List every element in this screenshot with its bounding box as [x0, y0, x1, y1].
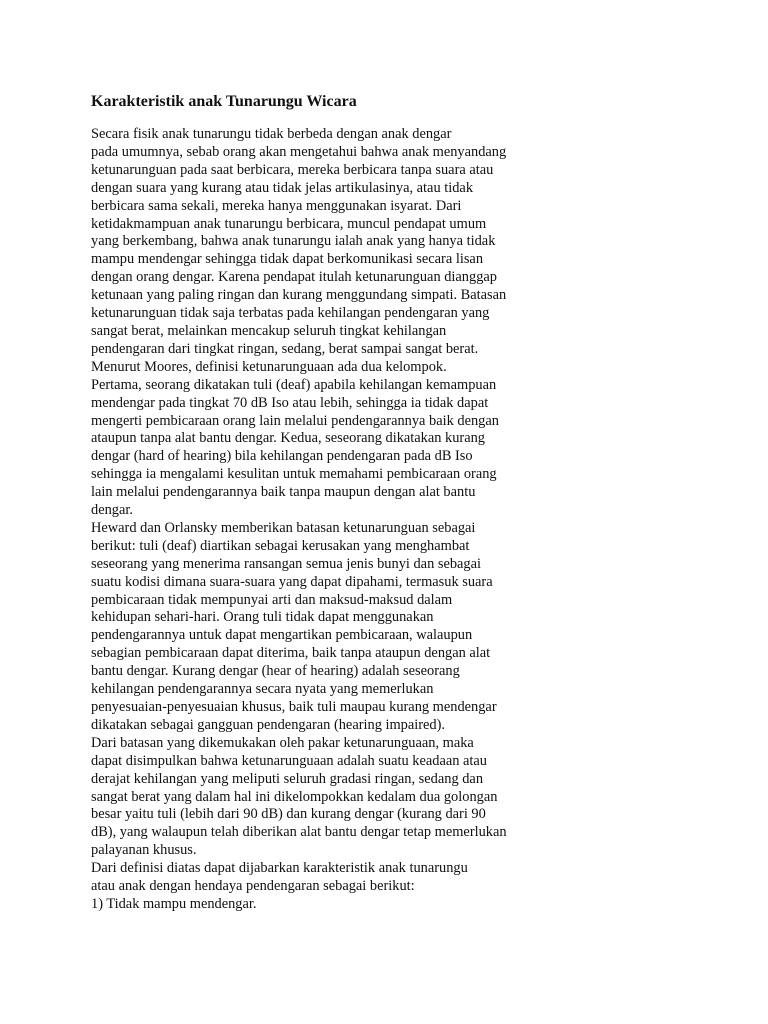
body-text-line: seseorang yang menerima ransangan semua jenis bunyi dan sebagai	[91, 555, 482, 572]
body-text-line: ataupun tanpa alat bantu dengar. Kedua, seseorang dikatakan kurang	[91, 430, 485, 447]
body-text-line: palayanan khusus.	[91, 842, 197, 859]
body-text-line: dengar.	[91, 502, 133, 519]
document-page	[91, 92, 551, 914]
body-text-line: dengar (hard of hearing) bila kehilangan pendengaran pada dB Iso	[91, 448, 473, 465]
body-text-line: dB), yang walaupun telah diberikan alat bantu dengar tetap memerlukan	[91, 824, 507, 841]
body-text-line: Secara fisik anak tunarungu tidak berbeda dengan anak dengar	[91, 126, 452, 142]
body-text-line: Menurut Moores, definisi ketunarunguaan ada dua kelompok.	[91, 358, 447, 375]
body-text-line: dengan suara yang kurang atau tidak jelas artikulasinya, atau tidak	[91, 179, 474, 196]
body-text-line: bantu dengar. Kurang dengar (hear of hearing) adalah seseorang	[91, 663, 460, 680]
body-text-line: Pertama, seorang dikatakan tuli (deaf) apabila kehilangan kemampuan	[91, 376, 497, 393]
body-text-line: pendengarannya untuk dapat mengartikan pembicaraan, walaupun	[91, 627, 473, 644]
body-text-line: sehingga ia mengalami kesulitan untuk memahami pembicaraan orang	[91, 466, 497, 483]
document-title: Karakteristik anak Tunarungu Wicara	[91, 93, 357, 110]
body-text-line: pada umumnya, sebab orang akan mengetahui bahwa anak menyandang	[91, 143, 507, 160]
body-text-line: Heward dan Orlansky memberikan batasan ketunarunguan sebagai	[91, 519, 476, 536]
body-text-line: dikatakan sebagai gangguan pendengaran (hearing impaired).	[91, 716, 446, 733]
body-text-line: 1) Tidak mampu mendengar.	[91, 895, 257, 912]
document-body	[91, 126, 551, 914]
body-text-line: pembicaraan tidak mempunyai arti dan maksud-maksud dalam	[91, 591, 453, 608]
body-text-line: suatu kodisi dimana suara-suara yang dapat dipahami, termasuk suara	[91, 573, 493, 590]
body-text-line: berikut: tuli (deaf) diartikan sebagai kerusakan yang menghambat	[91, 537, 470, 554]
body-text-line: pendengaran dari tingkat ringan, sedang, berat sampai sangat berat.	[91, 340, 479, 357]
body-text-line: berbicara sama sekali, mereka hanya menggunakan isyarat. Dari	[91, 197, 462, 214]
body-text-line: yang berkembang, bahwa anak tunarungu ialah anak yang hanya tidak	[91, 233, 496, 250]
body-text-line: sangat berat, melainkan mencakup seluruh tingkat kehilangan	[91, 322, 447, 339]
body-text-line: ketunarunguan tidak saja terbatas pada kehilangan pendengaran yang	[91, 305, 490, 322]
body-text-line: penyesuaian-penyesuaian khusus, baik tuli maupau kurang mendengar	[91, 699, 497, 715]
body-text-line: kehidupan sehari-hari. Orang tuli tidak dapat menggunakan	[91, 609, 434, 626]
body-text-line: ketidakmampuan anak tunarungu berbicara, muncul pendapat umum	[91, 215, 487, 232]
body-text-line: dengan orang dengar. Karena pendapat itulah ketunarunguan dianggap	[91, 269, 497, 286]
body-text-line: mampu mendengar sehingga tidak dapat berkomunikasi secara lisan	[91, 251, 484, 268]
body-text-line: atau anak dengan hendaya pendengaran sebagai berikut:	[91, 878, 415, 895]
body-text-line: Dari definisi diatas dapat dijabarkan karakteristik anak tunarungu	[91, 860, 468, 877]
body-text-line: lain melalui pendengarannya baik tanpa maupun dengan alat bantu	[91, 484, 476, 501]
body-text-line: ketunaan yang paling ringan dan kurang menggundang simpati. Batasan	[91, 287, 507, 304]
body-text-line: sebagian pembicaraan dapat diterima, baik tanpa ataupun dengan alat	[91, 645, 491, 662]
body-text-line: derajat kehilangan yang meliputi seluruh gradasi ringan, sedang dan	[91, 770, 484, 787]
body-text-line: sangat berat yang dalam hal ini dikelompokkan kedalam dua golongan	[91, 788, 498, 805]
body-text-line: mendengar pada tingkat 70 dB Iso atau lebih, sehingga ia tidak dapat	[91, 394, 489, 411]
body-text-line: mengerti pembicaraan orang lain melalui pendengarannya baik dengan	[91, 412, 499, 429]
body-text-line: ketunarunguan pada saat berbicara, mereka berbicara tanpa suara atau	[91, 161, 494, 178]
body-text-line: besar yaitu tuli (lebih dari 90 dB) dan kurang dengar (kurang dari 90	[91, 806, 486, 823]
body-text-line: Dari batasan yang dikemukakan oleh pakar ketunarunguaan, maka	[91, 734, 474, 751]
body-text-line: kehilangan pendengarannya secara nyata yang memerlukan	[91, 681, 434, 698]
body-text-line: dapat disimpulkan bahwa ketunarunguaan adalah suatu keadaan atau	[91, 752, 487, 769]
